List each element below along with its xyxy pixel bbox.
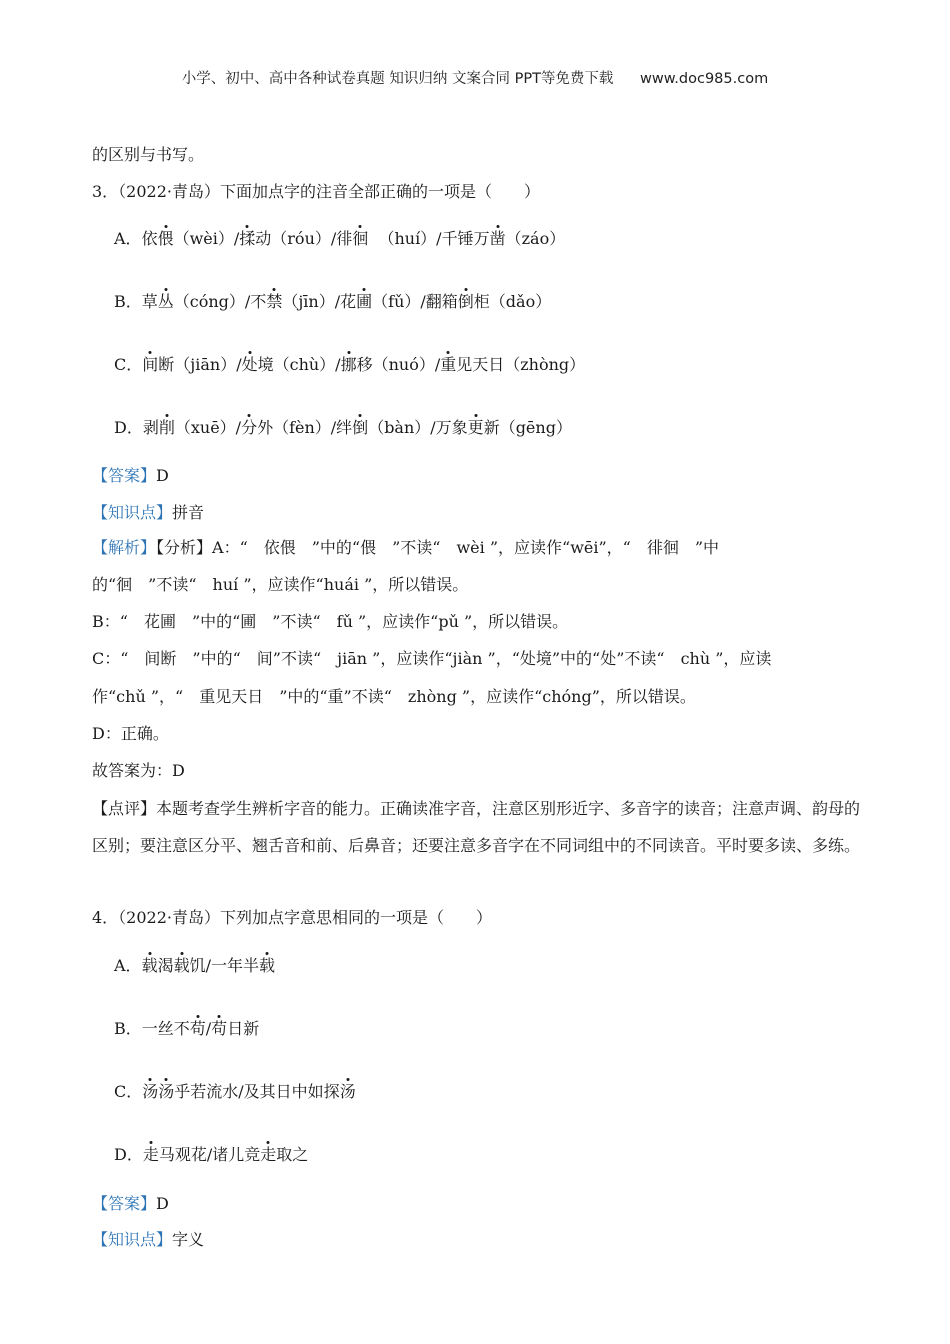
analysis-tag: 【解析】 [92, 538, 157, 557]
dotted-char: 载 [259, 956, 276, 975]
knowledge-tag: 【知识点】 [92, 1230, 173, 1249]
dotted-char: 倒 [352, 418, 369, 437]
dotted-char: 削 [158, 418, 175, 437]
dotted-char: 处 [241, 355, 258, 374]
dotted-char: 走 [142, 1145, 159, 1164]
q4-option-d: D．走马观花/诸儿竞走取之 [114, 1145, 309, 1164]
header-text: 小学、初中、高中各种试卷真题 知识归纳 文案合同 PPT等免费下载 [181, 71, 614, 87]
dotted-char: 汤 [339, 1082, 356, 1101]
dotted-char: 间 [142, 355, 159, 374]
q3-stem: 3．（2022·青岛）下面加点字的注音全部正确的一项是（ ） [92, 182, 540, 201]
dotted-char: 禁 [266, 292, 283, 311]
dotted-char: 凿 [489, 229, 506, 248]
q4-answer [92, 1193, 169, 1215]
dotted-char: 载 [173, 956, 190, 975]
q4-stem: 4．（2022·青岛）下列加点字意思相同的一项是（ ） [92, 908, 492, 927]
knowledge-value: 字义 [172, 1230, 205, 1249]
q3-analysis-line-1: 【解析】【分析】A：“ 依偎 ”中的“偎 ”不读“ wèi ”，应读作“wēi”，“ 徘徊 ”中 [92, 538, 720, 557]
dotted-char: 挪 [340, 355, 357, 374]
q3-option-a: A．依偎（wèi）/揉动（róu）/徘徊 （huí）/千锤万凿（záo） [114, 229, 566, 248]
q3-option-d: D．剥削（xuē）/分外（fèn）/绊倒（bàn）/万象更新（gēng） [114, 418, 572, 437]
knowledge-tag: 【知识点】 [92, 503, 173, 522]
intro-line: 的区别与书写。 [92, 145, 205, 164]
q3-comment: 【点评】本题考查学生辨析字音的能力。正确读准字音，注意区别形近字、多音字的读音；注意声调、韵母的区别；要注意区分平、翘舌音和前、后鼻音；还要注意多音字在不同词组中的不同读音。平时要多读、多练。 [92, 799, 861, 855]
q4-knowledge-point [92, 1229, 204, 1251]
q3-knowledge-point [92, 502, 204, 524]
answer-value: D [156, 1194, 169, 1213]
answer-tag: 【答案】 [92, 1194, 157, 1213]
q4-option-a: A．载渴载饥/一年半载 [114, 956, 276, 975]
dotted-char: 苟 [189, 1019, 206, 1038]
q3-analysis-line-6: D：正确。 [92, 724, 169, 743]
dotted-char: 重 [440, 355, 457, 374]
dotted-char: 走 [260, 1145, 277, 1164]
dotted-char: 丛 [157, 292, 174, 311]
q3-analysis-line-7: 故答案为：D [92, 761, 185, 780]
dotted-char: 更 [467, 418, 484, 437]
dotted-char: 揉 [239, 229, 256, 248]
header-url: www.doc985.com [640, 71, 769, 87]
dotted-char: 载 [141, 956, 158, 975]
q3-analysis-line-2: 的“徊 ”不读“ huí ”，应读作“huái ”，所以错误。 [92, 575, 469, 594]
dotted-char: 徊 [352, 229, 369, 248]
q3-option-b: B．草丛（cóng）/不禁（jīn）/花圃（fǔ）/翻箱倒柜（dǎo） [114, 292, 552, 311]
dotted-char: 圃 [356, 292, 373, 311]
knowledge-value: 拼音 [172, 503, 205, 522]
dotted-char: 汤 [158, 1082, 175, 1101]
answer-tag: 【答案】 [92, 466, 157, 485]
q3-analysis-line-3: B：“ 花圃 ”中的“圃 ”不读“ fǔ ”，应读作“pǔ ”，所以错误。 [92, 612, 569, 631]
answer-value: D [156, 466, 169, 485]
dotted-char: 偎 [157, 229, 174, 248]
q3-analysis-line-5: 作“chǔ ”，“ 重见天日 ”中的“重”不读“ zhòng ”，应读作“chóng”，所以错误。 [92, 687, 696, 706]
q4-option-c: C．汤汤乎若流水/及其日中如探汤 [114, 1082, 356, 1101]
q4-option-b: B．一丝不苟/苟日新 [114, 1019, 260, 1038]
dotted-char: 汤 [142, 1082, 159, 1101]
q3-analysis-line-4: C：“ 间断 ”中的“ 间”不读“ jiān ”，应读作“jiàn ”，“处境”中的“处”不读“ chù ”，应读 [92, 649, 772, 668]
page-header [0, 68, 950, 90]
dotted-char: 分 [241, 418, 258, 437]
q3-option-c: C．间断（jiān）/处境（chù）/挪移（nuó）/重见天日（zhòng） [114, 355, 586, 374]
q3-answer [92, 465, 169, 487]
dotted-char: 苟 [211, 1019, 228, 1038]
dotted-char: 倒 [457, 292, 474, 311]
